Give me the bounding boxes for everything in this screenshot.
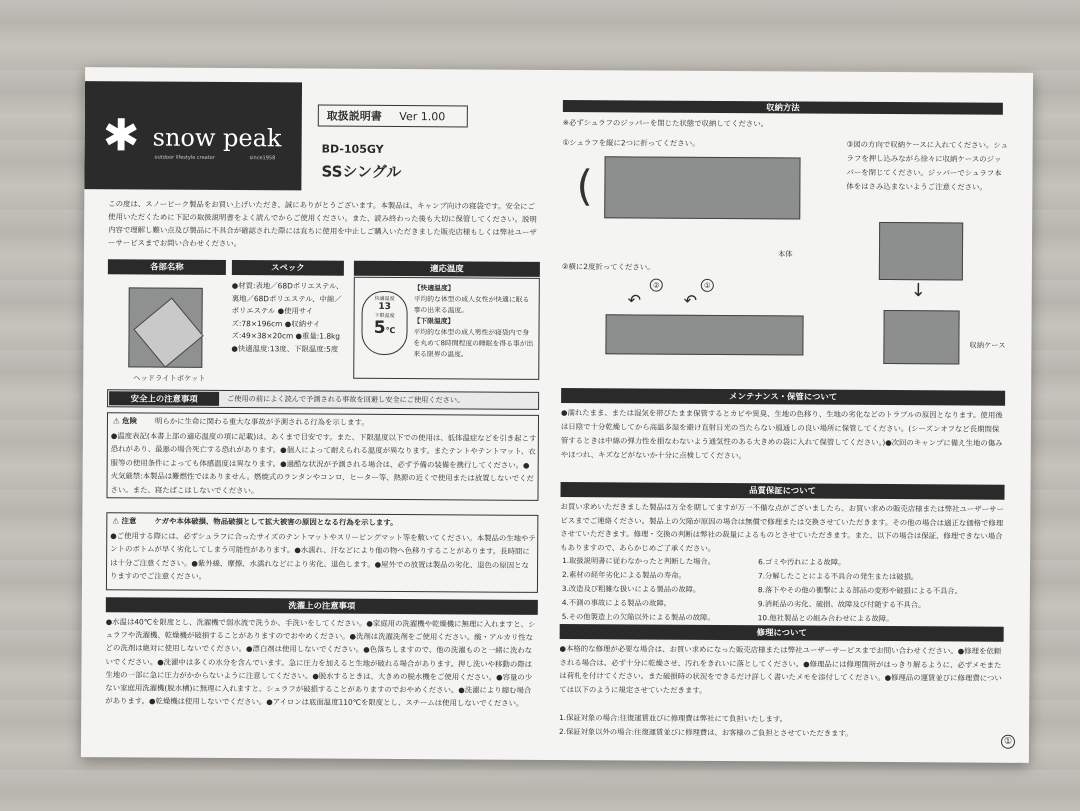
storage-step3: ③図の方向で収納ケースに入れてください。シュラフを押し込みながら徐々に収納ケースのジッパーを閉じてください。ジッパーでシュラフ本体をはさみ込まないようご注意ください。: [846, 139, 1009, 192]
fold-arrow-left-icon: ↶: [627, 290, 642, 310]
fold-arrow-icon: (: [576, 161, 593, 211]
brand-since: since1958: [249, 155, 276, 162]
list-item: 2.保証対象以外の場合:往復運賃並びに修理費は、お客様のご負担とさせていただきます。: [559, 727, 853, 738]
list-item: 6.ゴミや汚れによる故障。: [758, 557, 846, 567]
list-item: 9.消耗品の劣化、破損、故障及び付随する不具合。: [757, 599, 926, 610]
down-arrow-icon: ↓: [910, 280, 926, 302]
spec-text: ●材質:表地／68Dポリエステル、裏地／68Dポリエステル、中綿／ポリエステル ●使用サイズ:78×196cm ●収納サイズ:49×38×20cm ●重量:1.8kg ●快適温度:13度、下限温度:5度: [231, 281, 344, 354]
caution-desc: ケガや本体破損、物品破損として拡大被害の原因となる行為を示します。: [154, 516, 398, 528]
brand-name: snow peak: [152, 123, 282, 153]
doc-title: 取扱説明書: [326, 109, 382, 123]
repair-list: [559, 711, 853, 741]
limit-temp-value: 5: [373, 317, 386, 338]
brand-tagline: outdoor lifestyle creator: [154, 154, 215, 161]
snowflake-icon: ✱: [102, 110, 140, 162]
caution-text: ●ご使用する際には、必ずシュラフに合ったサイズのテントマットやスリーピングマット等を敷いてください。本製品の生地やテントのボトムが早く劣化してしまう可能性があります。●水濡れ、汗などにより他の物へ色移りすることがあります。長時間には十分ご注意ください。●紫外線、摩擦、水濡れなどにより劣化、退色します。●屋外での放置は製品の劣化、退色の原因となりますのでご注意ください。: [109, 531, 536, 582]
danger-heading: [113, 414, 137, 427]
page-number: ①: [1001, 735, 1015, 749]
spec-header: スペック: [232, 260, 344, 276]
storage-step1: ①シュラフを縦に2つに折ってください。: [562, 138, 700, 148]
warranty-header: 品質保証について: [560, 482, 1004, 500]
fold-arrow-right-icon: ↶: [683, 290, 698, 310]
wash-header: 洗濯上の注意事項: [106, 597, 538, 615]
maint-text: ●濡れたまま、または湿気を帯びたまま保管するとカビや異臭、生地の色移り、生地の劣化などのトラブルの原因となります。使用後は日陰で十分乾燥してから高温多湿を避け直射日光の当たらない風通しの良い場所に保管してください。(シーズンオフなど長期間保管するときは中綿の弾力性を損なわないよう通気性のある大きめの袋に入れて保管してください。)●次回のキャンプに備え生地の傷みやほつれ、キズなどがないか十分に点検してください。: [560, 408, 1003, 461]
folded-bag-step1-illustration: [604, 156, 800, 219]
warning-icon: ⚠: [112, 416, 120, 426]
fold-step-marker-1: ①: [701, 279, 714, 292]
storage-note: ※必ずシュラフのジッパーを閉じた状態で収納してください。: [562, 118, 769, 129]
product-name: SSシングル: [321, 162, 402, 182]
parts-header: 各部名称: [108, 259, 226, 275]
caution-icon: ⚠: [112, 516, 120, 526]
list-item: 1.取扱説明書に従わなかったと判断した場合。: [562, 556, 716, 566]
safety-header: 安全上の注意事項: [109, 391, 219, 406]
list-item: 4.不測の事故による製品の故障。: [561, 598, 672, 608]
folded-bag-step2-illustration: [605, 314, 803, 355]
list-item: 10.他社製品との組み合わせによる故障。: [757, 613, 894, 624]
repair-header: 修理について: [560, 624, 1004, 642]
parts-caption: ヘッドライトポケット: [133, 373, 206, 383]
limit-text: 平均的な体型の成人男性が寝袋内で身を丸めて8時間程度の睡眠を得る事が出来る限界の温度。: [413, 328, 534, 359]
list-item: 5.その他製造上の欠陥以外による製品の故障。: [561, 612, 715, 622]
instruction-sheet: [81, 67, 1033, 763]
storage-step2: ②横に2度折ってください。: [561, 262, 655, 272]
limit-temp-label: 下限温度: [374, 312, 395, 320]
comfort-title: 【快適温度】: [413, 284, 455, 293]
list-item: 2.素材の経年劣化による製品の寿命。: [561, 570, 686, 580]
caution-label: 注意: [121, 516, 137, 526]
body-label: 本体: [777, 249, 793, 259]
danger-text: ●温度表記(本書上部の適応温度の項に記載)は、あくまで目安です。また、下限温度以下での使用は、低体温症などを引き起こす恐れがあり、最悪の場合死亡する恐れがあります。●個人によって耐えられる温度が異なります。またテントやテントマット、衣服等の使用条件によっても体感温度は異なります。●過酷な状況が予測される場合は、必ず予備の装備を携行してください。●火気厳禁:本製品は難燃性ではありません。燃焼式のランタンやコンロ、ヒーター等、熱源の近くで使用または放置しないでください。また、寝たばこはしないでください。: [110, 431, 537, 495]
storage-header: 収納方法: [563, 100, 1003, 115]
temperature-badge-icon: [361, 291, 407, 355]
wash-text: ●水温は40℃を限度とし、洗濯機で弱水流で洗うか、手洗いをしてください。●家庭用の洗濯機や乾燥機に無理に入れますと、シュラフや洗濯機、乾燥機が破損することがありますのでおやめください。●洗剤は洗濯洗剤をご使用ください。酸・アルカリ性などの洗剤は絶対に使用しないでください。●漂白剤は使用しないでください。●色落ちしますので、他の洗濯ものと一緒に洗わないでください。●洗濯中は多くの水分を含んでいます。急に圧力を加えると生地が破れる場合があります。押し洗いや移動の際は生地の一部に急に圧力がかからないように注意してください。●脱水するときは、大きめの脱水機をご使用ください。●容量の少ない家庭用洗濯機(脱水槽)に無理に入れますと、シュラフが破損することがありますのでおやめください。●洗濯により縮む場合があります。●乾燥機は使用しないでください。●アイロンは底面温度110℃を限度とし、スチームは使用しないでください。: [105, 617, 536, 709]
list-item: 7.分解したことによる不具合の発生または破損。: [757, 571, 919, 582]
limit-title: 【下限温度】: [413, 317, 455, 326]
repair-text: ●本格的な修理が必要な場合は、お買い求めになった販売店様または弊社ユーザーサービスまでお問い合わせください。●修理を依頼される場合は、必ず十分に乾燥させ、汚れをきれいに落としてください。●修理品には修理箇所がはっきり解るように、必ずメモまたは荷札を付けてください。また破損時の状況をできるだけ詳しく書いたメモを添付してください。●修理品の運賃並びに修理費については以下のように規定させていただきます。: [559, 644, 1002, 695]
fold-step-marker-2: ②: [650, 279, 663, 292]
caution-heading: [112, 514, 136, 527]
warranty-left-list: [562, 554, 715, 625]
doc-title-box: [318, 105, 468, 128]
warranty-text: お買い求めいただきました製品は万全を期してますが万一不備な点がございましたら、お買い求めの販売店様または弊社ユーザーサービスまでご連絡ください。製品上の欠陥が原因の場合は無償で修理または交換させていただきます。その他の場合は適正な価格で修理させていただきます。修理・交換の判断は弊社の裁量によるものとさせていただきます。また、以下の場合は保証、修理できない場合もありますので、あらかじめご了承ください。: [560, 502, 1004, 553]
intro-text: この度は、スノーピーク製品をお買い上げいただき、誠にありがとうございます。本製品は、キャンプ向けの寝袋です。安全にご使用いただくために下記の取扱説明書をよく読んでからご使用ください。また、読み終わった後も大切に保管してください。説明内容で理解し難い点及び製品に不具合が確認された際には直ちに使用を中止しご購入いただきました販売店様もしくは弊社ユーザーサービスまでお問い合わせください。: [108, 199, 537, 249]
danger-desc: 明らかに生命に関わる重大な事故が予測される行為を示します。: [154, 416, 369, 427]
safety-subtitle: ご使用の前によく読んで予測される事故を回避し安全にご使用ください。: [227, 393, 465, 405]
comfort-temp-label: 快適温度: [374, 295, 395, 303]
doc-version: Ver 1.00: [399, 110, 446, 124]
list-item: 8.落下やその他の衝撃による部品の変形や破損による不具合。: [757, 585, 962, 596]
rolled-bag-illustration: [879, 222, 963, 281]
model-number: BD-105GY: [321, 142, 384, 156]
maint-header: メンテナンス・保管について: [561, 388, 1005, 406]
temp-header: 適応温度: [354, 261, 540, 277]
warranty-right-list: [758, 555, 962, 626]
comfort-temp-value: 13: [378, 301, 391, 312]
case-label: 収納ケース: [969, 340, 1006, 350]
comfort-text: 平均的な体型の成人女性が快適に眠る事の出来る温度。: [413, 295, 530, 315]
danger-label: 危険: [122, 416, 137, 426]
list-item: 1.保証対象の場合:往復運賃並びに修理費は弊社にて負担いたします。: [559, 713, 787, 724]
list-item: 3.改造及び粗雑な扱いによる製品の故障。: [561, 584, 701, 594]
temp-unit: ℃: [385, 325, 396, 336]
brand-logo: [84, 81, 302, 190]
storage-case-illustration: [883, 310, 959, 364]
temp-description: [413, 283, 535, 361]
